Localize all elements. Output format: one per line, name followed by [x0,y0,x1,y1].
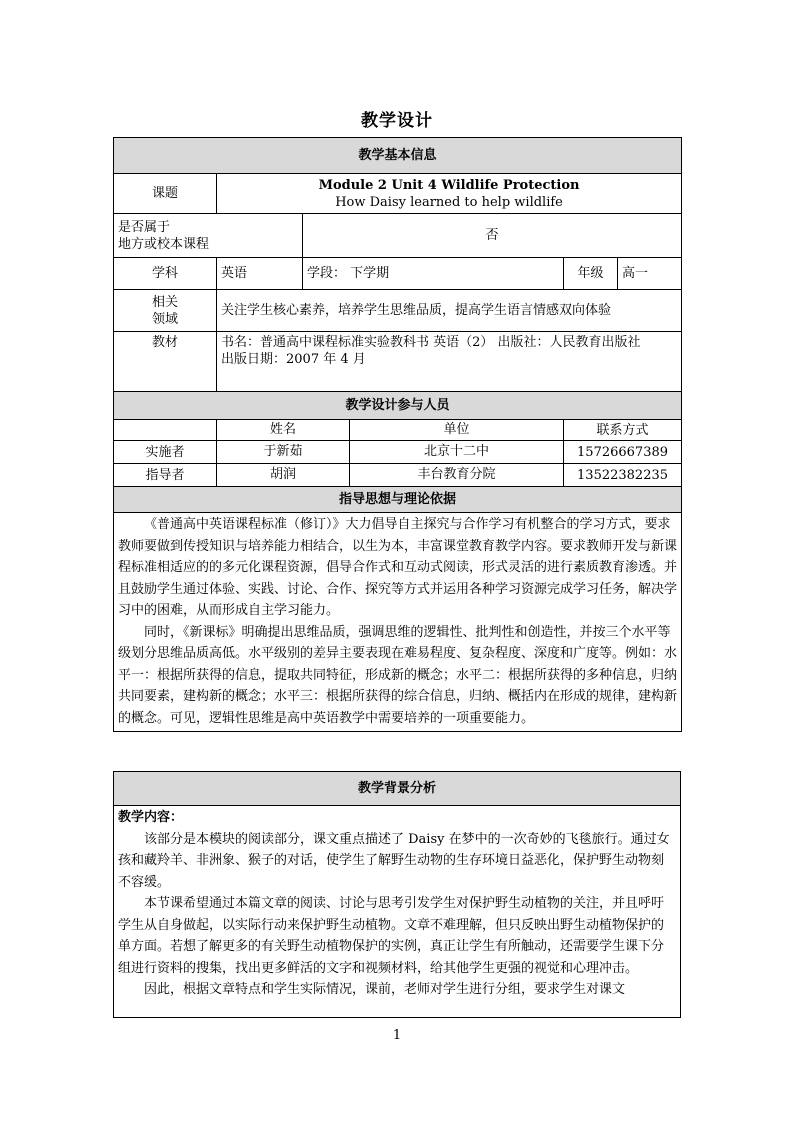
background-paragraph-3: 因此，根据文章特点和学生实际情况，课前，老师对学生进行分组，要求学生对课文 [144,982,626,997]
topic-cell [217,174,682,214]
field-value: 关注学生核心素养，培养学生思维品质，提高学生语言情感双向体验 [217,290,682,332]
role-implementer: 实施者 [114,441,217,464]
basic-info-table [113,137,682,732]
textbook-label: 教材 [114,332,217,392]
advisor-contact: 13522382235 [564,464,682,487]
implementer-contact: 15726667389 [564,441,682,464]
stage-text: 学段： 下学期 [303,258,564,290]
participants-name-unit-head [217,420,564,441]
background-paragraph-1: 该部分是本模块的阅读部分，课文重点描述了 Daisy 在梦中的一次奇妙的飞毯旅行。通过女孩和藏羚羊、非洲象、猴子的对话，使学生了解野生动物的生存环境日益恶化，保护野生动物刻不容缓。 [118,831,670,890]
theory-paragraph-2: 同时，《新课标》明确提出思维品质，强调思维的逻辑性、批判性和创造性，并按三个水平等级划分思维品质高低。水平级别的差异主要表现在难易程度、复杂程度、深度和广度等。例如：水平一：根据所获得的信息，提取共同特征，形成新的概念；水平二：根据所获得的多种信息，归纳共同要素，建构新的概念；水平三：根据所获得的综合信息，归纳、概括内在形成的规律，建构新的概念。可见，逻辑性思维是高中英语教学中需要培养的一项重要能力。 [118,624,678,726]
participants-header: 教学设计参与人员 [114,392,682,420]
role-advisor: 指导者 [114,464,217,487]
implementer-name-unit [217,441,564,464]
theory-body [114,513,682,732]
document-title: 教学设计 [361,111,433,131]
advisor-unit: 丰台教育分院 [417,467,496,482]
textbook-value [217,332,682,392]
field-label-line2: 领域 [151,311,178,327]
teaching-content-label: 教学内容： [118,810,184,825]
background-body [114,806,681,1018]
textbook-line1: 书名：普通高中课程标准实验教科书 英语（2） 出版社：人民教育出版社 [221,335,641,350]
background-header: 教学背景分析 [114,772,681,806]
grade-value: 高一 [618,258,682,290]
implementer-name: 于新茹 [217,441,350,463]
subject-label: 学科 [114,258,217,290]
grade-label: 年级 [564,258,618,290]
background-paragraph-2: 本节课希望通过本篇文章的阅读、讨论与思考引发学生对保护野生动植物的关注，并且呼吁学生从自身做起，以实际行动来保护野生动植物。文章不难理解，但只反映出野生动植物保护的单方面。若想了解更多的有关野生动植物保护的实例，真正让学生有所触动，还需要学生课下分组进行资料的搜集，找出更多鲜活的文字和视频材料，给其他学生更强的视觉和心理冲击。 [118,896,665,976]
implementer-unit: 北京十二中 [423,444,489,459]
local-course-label-line2: 地方或校本课程 [118,236,210,252]
col-name-header: 姓名 [217,420,350,440]
topic-subtitle: How Daisy learned to help wildlife [335,194,563,210]
page-number: 1 [392,1028,402,1043]
col-contact-header: 联系方式 [564,420,682,441]
local-course-value: 否 [303,214,682,258]
subject-value: 英语 [217,258,303,290]
field-label [114,290,217,332]
advisor-name-unit [217,464,564,487]
topic-title: Module 2 Unit 4 Wildlife Protection [318,177,580,193]
theory-paragraph-1: 《普通高中英语课程标准（修订）》大力倡导自主探究与合作学习有机整合的学习方式，要求教师要做到传授知识与培养能力相结合，以生为本，丰富课堂教育教学内容。要求教师开发与新课程标准相适应的的多元化课程资源，倡导合作式和互动式阅读，形式灵活的进行素质教育渗透。并且鼓励学生通过体验、实践、讨论、合作、探究等方式并运用各种学习资源完成学习任务，解决学习中的困难，从而形成自主学习能力。 [118,517,678,618]
advisor-name: 胡润 [217,464,350,486]
theory-header: 指导思想与理论依据 [114,487,682,513]
col-unit-header: 单位 [443,422,470,437]
local-course-label-line1: 是否属于 [118,219,171,235]
field-label-line1: 相关 [151,294,178,310]
topic-label: 课题 [114,174,217,214]
textbook-line2: 出版日期：2007 年 4 月 [221,352,366,367]
participants-corner [114,420,217,441]
local-course-label [114,214,303,258]
background-table [113,771,681,1018]
basic-info-header: 教学基本信息 [114,138,682,174]
